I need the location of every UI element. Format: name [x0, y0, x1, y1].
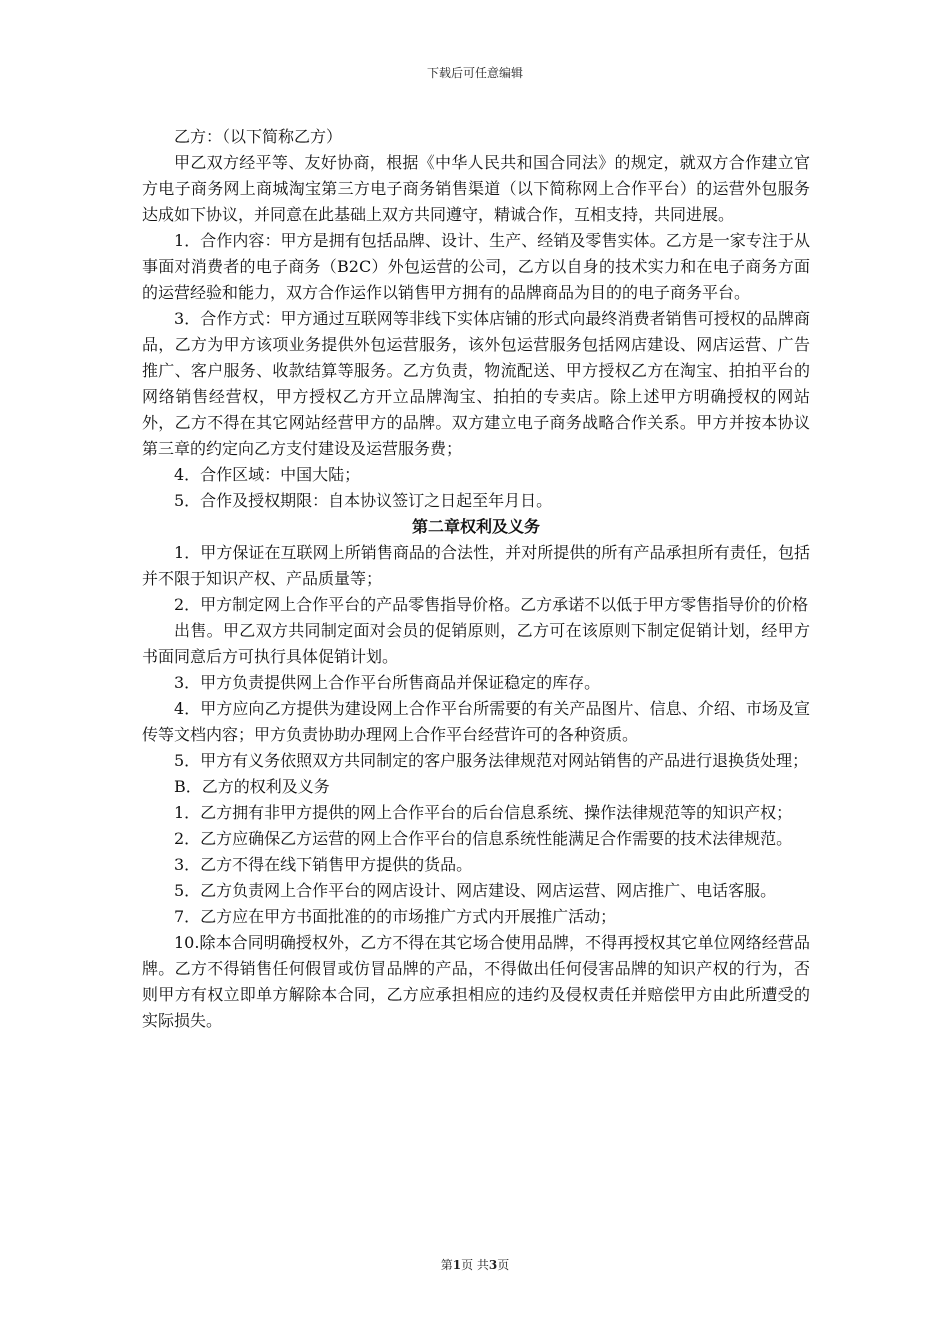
- document-paragraph: 乙方：（以下简称乙方）: [174, 127, 343, 146]
- document-paragraph: 1．合作内容：甲方是拥有包括品牌、设计、生产、经销及零售实体。乙方是一家专注于从事面对消费者的电子商务（B2C）外包运营的公司，乙方以自身的技术实力和在电子商务方面的运营经验和能力，双方合作运作以销售甲方拥有的品牌商品为目的的电子商务平台。: [142, 231, 810, 302]
- page-header: 下载后可任意编辑: [426, 66, 523, 80]
- document-body: [142, 124, 810, 1034]
- document-paragraph: 1．乙方拥有非甲方提供的网上合作平台的后台信息系统、操作法律规范等的知识产权；: [174, 803, 793, 822]
- footer-prefix: 第: [440, 1258, 453, 1272]
- document-paragraph: 5．甲方有义务依照双方共同制定的客户服务法律规范对网站销售的产品进行退换货处理；: [174, 751, 809, 770]
- document-paragraph: 2．乙方应确保乙方运营的网上合作平台的信息系统性能满足合作需要的技术法律规范。: [174, 829, 793, 848]
- document-paragraph: 4．甲方应向乙方提供为建设网上合作平台所需要的有关产品图片、信息、介绍、市场及宣传等文档内容；甲方负责协助办理网上合作平台经营许可的各种资质。: [142, 699, 810, 744]
- document-paragraph: 4．合作区域：中国大陆；: [174, 465, 361, 484]
- document-paragraph: 3．合作方式：甲方通过互联网等非线下实体店铺的形式向最终消费者销售可授权的品牌商品，乙方为甲方该项业务提供外包运营服务，该外包运营服务包括网店建设、网店运营、广告推广、客户服务、收款结算等服务。乙方负责，物流配送、甲方授权乙方在淘宝、拍拍平台的网络销售经营权，甲方授权乙方开立品牌淘宝、拍拍的专卖店。除上述甲方明确授权的网站外，乙方不得在其它网站经营甲方的品牌。双方建立电子商务战略合作关系。甲方并按本协议第三章的约定向乙方支付建设及运营服务费；: [142, 309, 810, 458]
- footer-page-number: 1: [452, 1258, 462, 1272]
- document-paragraph: 1．甲方保证在互联网上所销售商品的合法性，并对所提供的所有产品承担所有责任，包括并不限于知识产权、产品质量等；: [142, 543, 810, 588]
- footer-suffix: 页: [497, 1258, 510, 1272]
- document-paragraph: 5．乙方负责网上合作平台的网店设计、网店建设、网店运营、网店推广、电话客服。: [174, 881, 777, 900]
- document-paragraph: 3．甲方负责提供网上合作平台所售商品并保证稳定的库存。: [174, 673, 601, 692]
- document-paragraph: 7．乙方应在甲方书面批准的的市场推广方式内开展推广活动；: [174, 907, 617, 926]
- footer-middle: 页 共: [461, 1258, 489, 1272]
- footer-total-pages: 3: [488, 1258, 498, 1272]
- document-paragraph: 出售。甲乙双方共同制定面对会员的促销原则，乙方可在该原则下制定促销计划，经甲方书面同意后方可执行具体促销计划。: [142, 621, 810, 666]
- document-paragraph: B．乙方的权利及义务: [174, 777, 330, 796]
- section-heading: 第二章权利及义务: [411, 517, 540, 536]
- document-paragraph: 2．甲方制定网上合作平台的产品零售指导价格。乙方承诺不以低于甲方零售指导价的价格: [174, 595, 809, 614]
- document-paragraph: 甲乙双方经平等、友好协商，根据《中华人民共和国合同法》的规定，就双方合作建立官方电子商务网上商城淘宝第三方电子商务销售渠道（以下简称网上合作平台）的运营外包服务达成如下协议，并同意在此基础上双方共同遵守，精诚合作，互相支持，共同进展。: [142, 153, 810, 224]
- page-footer: [0, 1256, 950, 1273]
- document-paragraph: 3．乙方不得在线下销售甲方提供的货品。: [174, 855, 473, 874]
- document-paragraph: 10.除本合同明确授权外，乙方不得在其它场合使用品牌，不得再授权其它单位网络经营品牌。乙方不得销售任何假冒或仿冒品牌的产品，不得做出任何侵害品牌的知识产权的行为，否则甲方有权立即单方解除本合同，乙方应承担相应的违约及侵权责任并赔偿甲方由此所遭受的实际损失。: [142, 933, 810, 1030]
- document-paragraph: 5．合作及授权期限：自本协议签订之日起至年月日。: [174, 491, 553, 510]
